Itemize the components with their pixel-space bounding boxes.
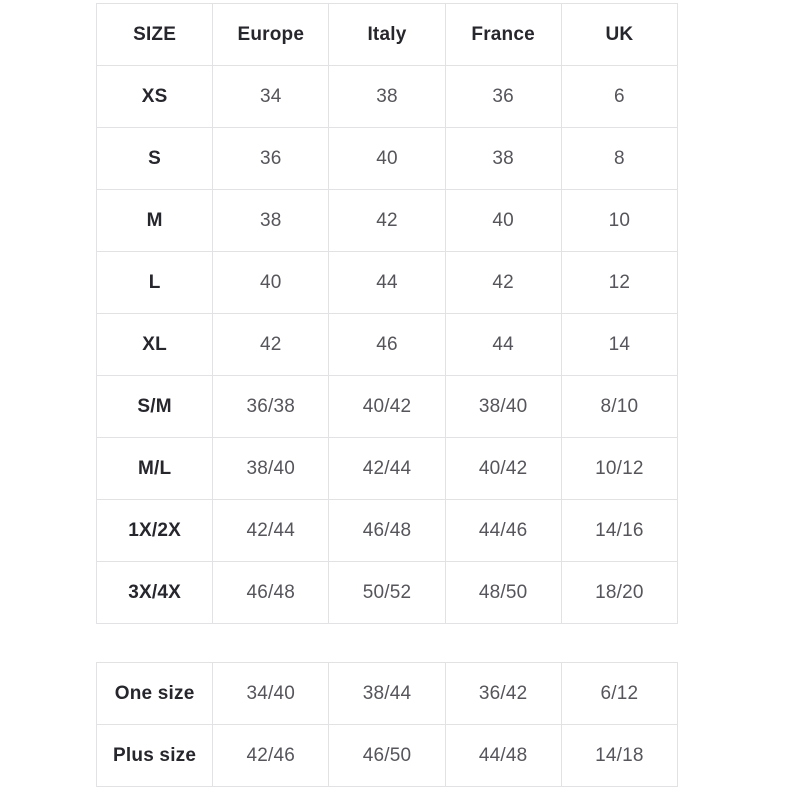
value-cell: 44/46 <box>445 500 561 562</box>
row-label-cell: 3X/4X <box>97 562 213 624</box>
value-cell: 40/42 <box>329 376 445 438</box>
row-label-cell: S <box>97 128 213 190</box>
column-header: UK <box>561 4 677 66</box>
row-label-cell: S/M <box>97 376 213 438</box>
row-label-cell: Plus size <box>97 725 213 787</box>
value-cell: 38/44 <box>329 663 445 725</box>
row-label-cell: XL <box>97 314 213 376</box>
table-row <box>97 562 678 624</box>
value-cell: 8/10 <box>561 376 677 438</box>
value-cell: 44 <box>329 252 445 314</box>
table-row <box>97 190 678 252</box>
value-cell: 14/18 <box>561 725 677 787</box>
table-row <box>97 314 678 376</box>
value-cell: 46/48 <box>329 500 445 562</box>
row-label-cell: XS <box>97 66 213 128</box>
value-cell: 38/40 <box>213 438 329 500</box>
value-cell: 8 <box>561 128 677 190</box>
row-label-cell: 1X/2X <box>97 500 213 562</box>
table-row <box>97 376 678 438</box>
value-cell: 14 <box>561 314 677 376</box>
value-cell: 34/40 <box>213 663 329 725</box>
value-cell: 42/44 <box>329 438 445 500</box>
value-cell: 38 <box>329 66 445 128</box>
column-header: Europe <box>213 4 329 66</box>
value-cell: 42 <box>329 190 445 252</box>
value-cell: 12 <box>561 252 677 314</box>
value-cell: 10/12 <box>561 438 677 500</box>
value-cell: 38 <box>445 128 561 190</box>
row-label-cell: L <box>97 252 213 314</box>
value-cell: 40/42 <box>445 438 561 500</box>
value-cell: 6 <box>561 66 677 128</box>
table-row <box>97 725 678 787</box>
column-header: SIZE <box>97 4 213 66</box>
value-cell: 50/52 <box>329 562 445 624</box>
row-label-cell: M/L <box>97 438 213 500</box>
value-cell: 18/20 <box>561 562 677 624</box>
value-cell: 42/46 <box>213 725 329 787</box>
special-sizes-table <box>96 662 678 787</box>
value-cell: 46/48 <box>213 562 329 624</box>
value-cell: 42 <box>445 252 561 314</box>
value-cell: 10 <box>561 190 677 252</box>
value-cell: 38/40 <box>445 376 561 438</box>
row-label-cell: One size <box>97 663 213 725</box>
value-cell: 46 <box>329 314 445 376</box>
value-cell: 14/16 <box>561 500 677 562</box>
size-conversion-table <box>96 3 678 624</box>
value-cell: 38 <box>213 190 329 252</box>
value-cell: 36 <box>445 66 561 128</box>
column-header: Italy <box>329 4 445 66</box>
value-cell: 40 <box>445 190 561 252</box>
table-row <box>97 663 678 725</box>
value-cell: 48/50 <box>445 562 561 624</box>
value-cell: 44 <box>445 314 561 376</box>
value-cell: 42/44 <box>213 500 329 562</box>
table-row <box>97 128 678 190</box>
column-header: France <box>445 4 561 66</box>
value-cell: 36 <box>213 128 329 190</box>
value-cell: 6/12 <box>561 663 677 725</box>
row-label-cell: M <box>97 190 213 252</box>
value-cell: 36/42 <box>445 663 561 725</box>
value-cell: 34 <box>213 66 329 128</box>
table-row <box>97 66 678 128</box>
table-row <box>97 252 678 314</box>
header-row <box>97 4 678 66</box>
value-cell: 40 <box>213 252 329 314</box>
value-cell: 44/48 <box>445 725 561 787</box>
table-row <box>97 500 678 562</box>
table-row <box>97 438 678 500</box>
value-cell: 46/50 <box>329 725 445 787</box>
value-cell: 36/38 <box>213 376 329 438</box>
value-cell: 40 <box>329 128 445 190</box>
value-cell: 42 <box>213 314 329 376</box>
